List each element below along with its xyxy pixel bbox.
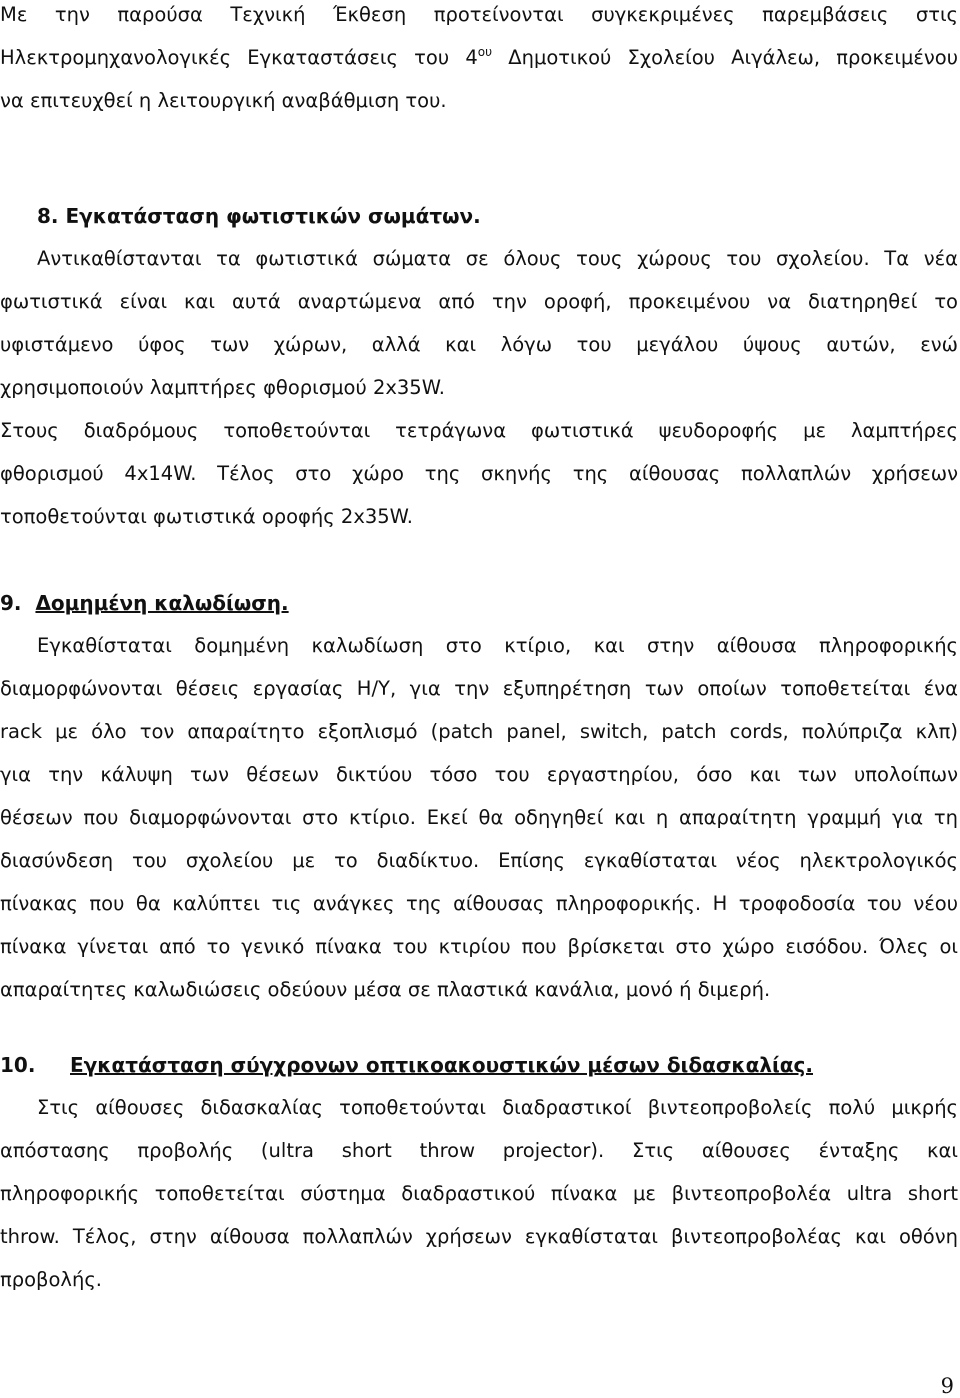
section-10-heading [0,1052,958,1078]
section-9-line: για την κάλυψη των θέσεων δικτύου τόσο του εργαστηρίου, όσο και των υπολοίπων [0,763,958,786]
intro-line-1: Με την παρούσα Τεχνική Έκθεση προτείνονται συγκεκριμένες παρεμβάσεις στις [0,3,958,26]
section-9-heading [0,590,958,616]
section-8-heading: 8. Εγκατάσταση φωτιστικών σωμάτων. [37,204,481,228]
section-9-line: πίνακα γίνεται από το γενικό πίνακα του κτιρίου που βρίσκεται στο χώρο εισόδου. Όλες οι [0,935,958,958]
intro-line-3: να επιτευχθεί η λειτουργική αναβάθμιση του. [0,89,447,112]
ordinal-superscript: ου [477,45,493,59]
intro-line-2-end: Δημοτικού Σχολείου Αιγάλεω, προκειμένου [492,46,959,69]
section-10-line: προβολής. [0,1268,102,1291]
section-10-line: πληροφορικής τοποθετείται σύστημα διαδραστικού πίνακα με βιντεοπροβολέα ultra short [0,1182,958,1205]
section-8-line: Στους διαδρόμους τοποθετούνται τετράγωνα φωτιστικά ψευδοροφής με λαμπτήρες [0,419,958,442]
section-10-line: throw. Τέλος, στην αίθουσα πολλαπλών χρήσεων εγκαθίσταται βιντεοπροβολέας και οθόνη [0,1225,958,1248]
section-8-line: τοποθετούνται φωτιστικά οροφής 2x35W. [0,505,413,528]
section-8-line: Αντικαθίστανται τα φωτιστικά σώματα σε όλους τους χώρους του σχολείου. Τα νέα [37,247,958,270]
intro-line-2 [0,45,958,71]
page-number: 9 [940,1374,954,1398]
section-9-title: Δομημένη καλωδίωση. [35,591,289,615]
section-8-line: υφιστάμενο ύφος των χώρων, αλλά και λόγω του μεγάλου ύψους αυτών, ενώ [0,333,958,356]
section-8-line: φωτιστικά είναι και αυτά αναρτώμενα από την οροφή, προκειμένου να διατηρηθεί το [0,290,958,313]
section-10-line: απόστασης προβολής (ultra short throw projector). Στις αίθουσες ένταξης και [0,1139,958,1162]
intro-line-2-start: Ηλεκτρομηχανολογικές Εγκαταστάσεις του 4 [0,46,478,69]
section-9-line: απαραίτητες καλωδιώσεις οδεύουν μέσα σε πλαστικά κανάλια, μονό ή διμερή. [0,978,771,1001]
section-10-title: Εγκατάσταση σύγχρονων οπτικοακουστικών μέσων διδασκαλίας. [70,1053,813,1077]
section-9-line: Εγκαθίσταται δομημένη καλωδίωση στο κτίριο, και στην αίθουσα πληροφορικής [37,634,958,657]
section-8-line: χρησιμοποιούν λαμπτήρες φθορισμού 2x35W. [0,376,445,399]
section-9-line: διαμορφώνονται θέσεις εργασίας Η/Υ, για την εξυπηρέτηση των οποίων τοποθετείται ένα [0,677,958,700]
section-8-line: φθορισμού 4x14W. Τέλος στο χώρο της σκηνής της αίθουσας πολλαπλών χρήσεων [0,462,958,485]
section-9-line: θέσεων που διαμορφώνονται στο κτίριο. Εκεί θα οδηγηθεί και η απαραίτητη γραμμή για τη [0,806,958,829]
section-9-line: διασύνδεση του σχολείου με το διαδίκτυο. Επίσης εγκαθίσταται νέος ηλεκτρολογικός [0,849,958,872]
section-9-line: πίνακας που θα καλύπτει τις ανάγκες της αίθουσας πληροφορικής. Η τροφοδοσία του νέου [0,892,958,915]
section-10-number: 10. [0,1053,36,1077]
section-10-line: Στις αίθουσες διδασκαλίας τοποθετούνται διαδραστικοί βιντεοπροβολείς πολύ μικρής [37,1096,958,1119]
section-9-line: rack με όλο τον απαραίτητο εξοπλισμό (patch panel, switch, patch cords, πολύπριζα κλπ) [0,720,958,743]
section-9-number: 9. [0,591,22,615]
